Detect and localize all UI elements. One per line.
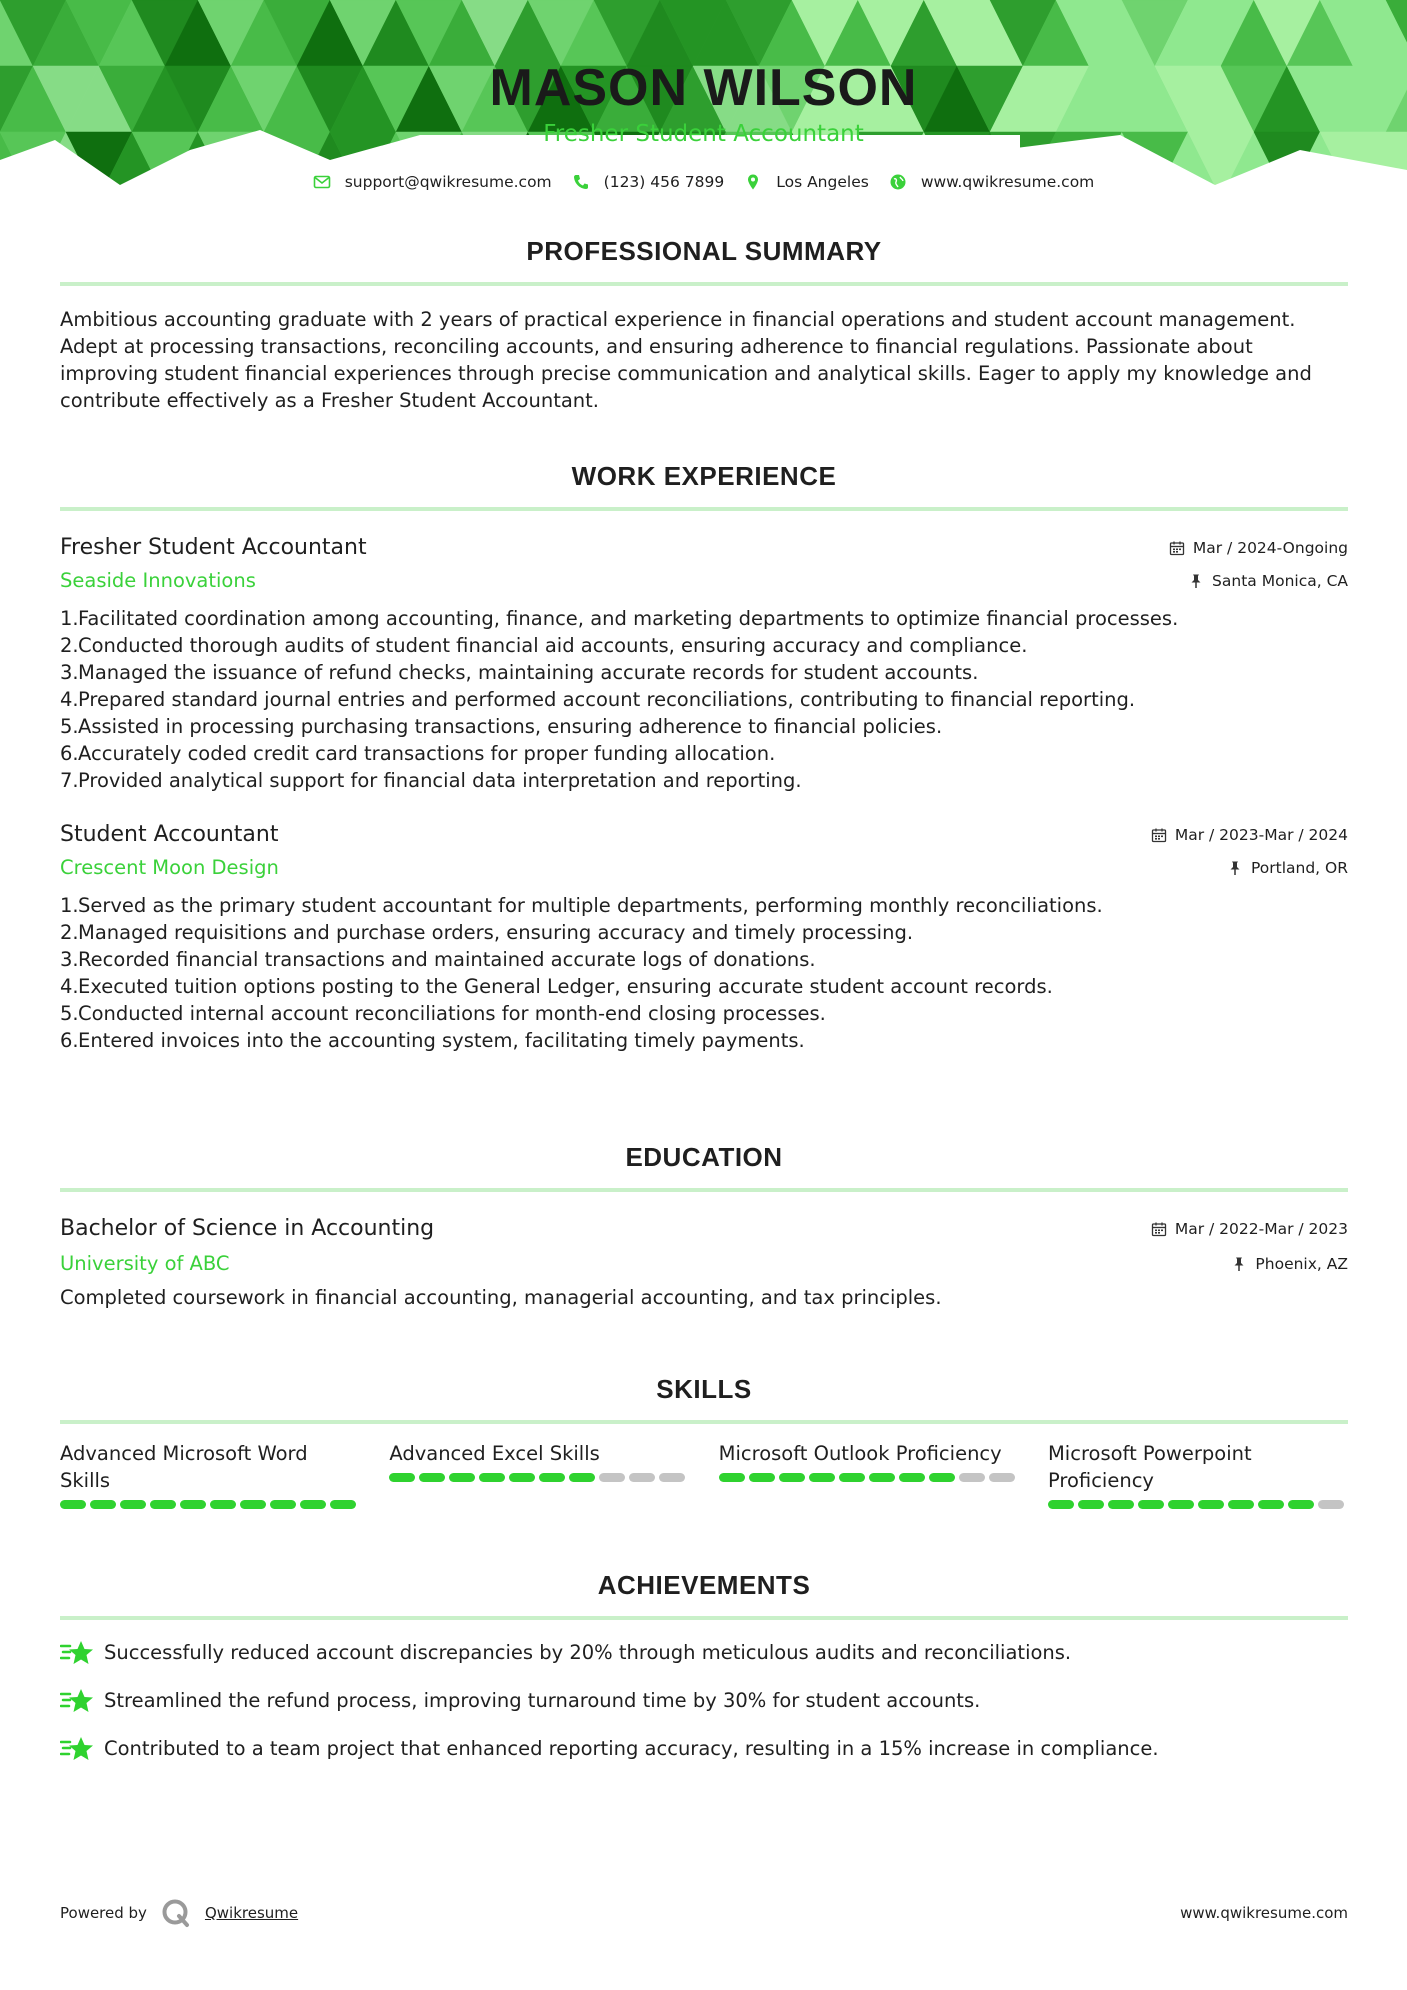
skills-section bbox=[60, 1374, 1348, 1509]
job-bullets bbox=[60, 605, 1348, 794]
calendar-icon bbox=[1151, 827, 1167, 843]
skill-rating-bar bbox=[719, 1473, 1019, 1482]
list-item: 2. Conducted thorough audits of student financial aid accounts, ensuring accuracy and compliance. bbox=[60, 634, 1028, 657]
skill-item bbox=[389, 1440, 689, 1509]
summary-text: Ambitious accounting graduate with 2 years of practical experience in financial operations and student account management. Adept at processing transactions, reconciling accounts, and ensuring adherence to financial regulations. Passionate about improving student financial experiences through precise communication and analytical skills. Eager to apply my knowledge and contribute effectively as a Fresher Student Accountant. bbox=[60, 308, 1312, 412]
phone-icon bbox=[572, 173, 590, 191]
school-name: University of ABC bbox=[60, 1252, 230, 1275]
skill-segment-filled bbox=[749, 1473, 775, 1482]
skill-segment-filled bbox=[1048, 1500, 1074, 1509]
map-pin-icon bbox=[744, 173, 762, 191]
list-item: 5. Conducted internal account reconciliations for month-end closing processes. bbox=[60, 1002, 826, 1025]
education-location bbox=[1231, 1255, 1348, 1273]
skill-segment-filled bbox=[330, 1500, 356, 1509]
contact-phone[interactable] bbox=[572, 173, 725, 191]
skill-segment-empty bbox=[959, 1473, 985, 1482]
job-company: Seaside Innovations bbox=[60, 569, 256, 592]
contact-website-text: www.qwikresume.com bbox=[920, 173, 1095, 191]
list-item: 4. Executed tuition options posting to the General Ledger, ensuring accurate student account records. bbox=[60, 975, 1053, 998]
shooting-star-icon bbox=[60, 1734, 94, 1764]
achievement-item bbox=[60, 1734, 1348, 1764]
envelope-icon bbox=[313, 173, 331, 191]
skill-segment-filled bbox=[1138, 1500, 1164, 1509]
contact-email[interactable] bbox=[313, 173, 552, 191]
qwikresume-logo-icon bbox=[161, 1898, 191, 1928]
education-date-text: Mar / 2022-Mar / 2023 bbox=[1174, 1220, 1348, 1238]
skill-segment-filled bbox=[479, 1473, 505, 1482]
skill-segment-filled bbox=[779, 1473, 805, 1482]
skill-segment-filled bbox=[1108, 1500, 1134, 1509]
skill-rating-bar bbox=[60, 1500, 360, 1509]
skill-rating-bar bbox=[1048, 1500, 1348, 1509]
skill-segment-empty bbox=[659, 1473, 685, 1482]
skill-segment-empty bbox=[1318, 1500, 1344, 1509]
skill-segment-filled bbox=[809, 1473, 835, 1482]
pushpin-icon bbox=[1188, 573, 1204, 589]
job-title: Student Accountant bbox=[60, 822, 279, 847]
list-item: 4. Prepared standard journal entries and performed account reconciliations, contributing to financial reporting. bbox=[60, 688, 1136, 711]
skills-list bbox=[60, 1440, 1348, 1509]
skill-segment-filled bbox=[839, 1473, 865, 1482]
achievement-text: Streamlined the refund process, improving turnaround time by 30% for student accounts. bbox=[104, 1689, 981, 1712]
contact-email-text: support@qwikresume.com bbox=[344, 173, 552, 191]
education-description: Completed coursework in financial accounting, managerial accounting, and tax principles. bbox=[60, 1286, 942, 1309]
skill-segment-filled bbox=[1228, 1500, 1254, 1509]
contact-website[interactable] bbox=[889, 173, 1094, 191]
job-bullets bbox=[60, 892, 1348, 1054]
achievement-text: Contributed to a team project that enhanced reporting accuracy, resulting in a 15% increase in compliance. bbox=[104, 1737, 1159, 1760]
achievements-heading: ACHIEVEMENTS bbox=[597, 1570, 811, 1600]
skill-name: Advanced Excel Skills bbox=[389, 1442, 600, 1465]
job-date bbox=[1169, 533, 1348, 563]
skill-segment-filled bbox=[1078, 1500, 1104, 1509]
job-location bbox=[1188, 572, 1348, 590]
skill-segment-filled bbox=[1198, 1500, 1224, 1509]
job-location-text: Santa Monica, CA bbox=[1212, 572, 1348, 590]
candidate-name: MASON WILSON bbox=[489, 59, 918, 117]
section-divider bbox=[60, 507, 1348, 511]
skill-segment-filled bbox=[509, 1473, 535, 1482]
list-item: 3. Recorded financial transactions and maintained accurate logs of donations. bbox=[60, 948, 816, 971]
list-item: 7. Provided analytical support for financial data interpretation and reporting. bbox=[60, 769, 802, 792]
education-heading: EDUCATION bbox=[625, 1142, 783, 1172]
skill-segment-filled bbox=[300, 1500, 326, 1509]
job-company: Crescent Moon Design bbox=[60, 856, 279, 879]
section-divider bbox=[60, 1188, 1348, 1192]
skill-segment-filled bbox=[389, 1473, 415, 1482]
skill-segment-filled bbox=[869, 1473, 895, 1482]
skill-segment-filled bbox=[419, 1473, 445, 1482]
skill-segment-filled bbox=[569, 1473, 595, 1482]
job-title: Fresher Student Accountant bbox=[60, 535, 367, 560]
job-entry bbox=[60, 533, 1348, 794]
job-location-text: Portland, OR bbox=[1250, 859, 1348, 877]
skill-segment-filled bbox=[210, 1500, 236, 1509]
achievement-item bbox=[60, 1638, 1348, 1668]
shooting-star-icon bbox=[60, 1638, 94, 1668]
skill-segment-filled bbox=[150, 1500, 176, 1509]
achievement-item bbox=[60, 1686, 1348, 1716]
skill-segment-filled bbox=[90, 1500, 116, 1509]
skill-rating-bar bbox=[389, 1473, 689, 1482]
skill-segment-filled bbox=[1288, 1500, 1314, 1509]
job-entry bbox=[60, 820, 1348, 1054]
job-location bbox=[1227, 859, 1348, 877]
education-section bbox=[60, 1142, 1348, 1311]
footer-website[interactable]: www.qwikresume.com bbox=[1180, 1904, 1348, 1922]
experience-section bbox=[60, 461, 1348, 1054]
skill-segment-empty bbox=[989, 1473, 1015, 1482]
calendar-icon bbox=[1169, 540, 1185, 556]
skill-segment-filled bbox=[60, 1500, 86, 1509]
section-divider bbox=[60, 1616, 1348, 1620]
skill-item bbox=[719, 1440, 1019, 1509]
skill-segment-filled bbox=[180, 1500, 206, 1509]
achievements-section bbox=[60, 1570, 1348, 1764]
contact-location-text: Los Angeles bbox=[776, 173, 869, 191]
list-item: 6. Entered invoices into the accounting system, facilitating timely payments. bbox=[60, 1029, 805, 1052]
skill-segment-filled bbox=[539, 1473, 565, 1482]
calendar-icon bbox=[1151, 1221, 1167, 1237]
list-item: 3. Managed the issuance of refund checks, maintaining accurate records for student accounts. bbox=[60, 661, 979, 684]
footer-branding bbox=[60, 1898, 298, 1928]
shooting-star-icon bbox=[60, 1686, 94, 1716]
candidate-title: Fresher Student Accountant bbox=[543, 121, 864, 147]
skill-segment-filled bbox=[719, 1473, 745, 1482]
education-entry bbox=[60, 1214, 1348, 1311]
job-date-text: Mar / 2023-Mar / 2024 bbox=[1174, 826, 1348, 844]
skill-segment-filled bbox=[120, 1500, 146, 1509]
globe-icon bbox=[889, 173, 907, 191]
education-location-text: Phoenix, AZ bbox=[1255, 1255, 1348, 1273]
skill-segment-filled bbox=[899, 1473, 925, 1482]
skill-item bbox=[60, 1440, 360, 1509]
list-item: 1. Served as the primary student accountant for multiple departments, performing monthly reconciliations. bbox=[60, 894, 1103, 917]
skill-segment-filled bbox=[1168, 1500, 1194, 1509]
achievements-list bbox=[60, 1638, 1348, 1764]
list-item: 1. Facilitated coordination among accounting, finance, and marketing departments to optimize financial processes. bbox=[60, 607, 1179, 630]
experience-heading: WORK EXPERIENCE bbox=[571, 461, 837, 491]
skill-segment-filled bbox=[240, 1500, 266, 1509]
contact-bar bbox=[0, 173, 1407, 191]
contact-location bbox=[744, 173, 869, 191]
skill-name: Advanced Microsoft Word Skills bbox=[60, 1442, 308, 1492]
section-divider bbox=[60, 282, 1348, 286]
education-date bbox=[1151, 1214, 1348, 1244]
skill-segment-empty bbox=[599, 1473, 625, 1482]
degree-title: Bachelor of Science in Accounting bbox=[60, 1216, 435, 1241]
summary-heading: PROFESSIONAL SUMMARY bbox=[526, 236, 882, 266]
list-item: 2. Managed requisitions and purchase orders, ensuring accuracy and timely processing. bbox=[60, 921, 914, 944]
skill-name: Microsoft Outlook Proficiency bbox=[718, 1442, 1002, 1465]
skill-name: Microsoft Powerpoint Proficiency bbox=[1047, 1442, 1252, 1492]
job-date-text: Mar / 2024-Ongoing bbox=[1192, 539, 1348, 557]
pushpin-icon bbox=[1227, 860, 1243, 876]
list-item: 6. Accurately coded credit card transactions for proper funding allocation. bbox=[60, 742, 776, 765]
job-date bbox=[1151, 820, 1348, 850]
skills-heading: SKILLS bbox=[656, 1374, 752, 1404]
skill-item bbox=[1048, 1440, 1348, 1509]
section-divider bbox=[60, 1420, 1348, 1424]
skill-segment-filled bbox=[449, 1473, 475, 1482]
pushpin-icon bbox=[1231, 1256, 1247, 1272]
contact-phone-text: (123) 456 7899 bbox=[603, 173, 725, 191]
skill-segment-filled bbox=[270, 1500, 296, 1509]
skill-segment-filled bbox=[1258, 1500, 1284, 1509]
powered-by-label: Powered by bbox=[60, 1904, 147, 1922]
list-item: 5. Assisted in processing purchasing transactions, ensuring adherence to financial policies. bbox=[60, 715, 943, 738]
footer bbox=[60, 1898, 1348, 1928]
achievement-text: Successfully reduced account discrepancies by 20% through meticulous audits and reconciliations. bbox=[104, 1641, 1072, 1664]
skill-segment-empty bbox=[629, 1473, 655, 1482]
qwikresume-link[interactable]: Qwikresume bbox=[204, 1904, 299, 1922]
skill-segment-filled bbox=[929, 1473, 955, 1482]
summary-section bbox=[60, 236, 1348, 414]
